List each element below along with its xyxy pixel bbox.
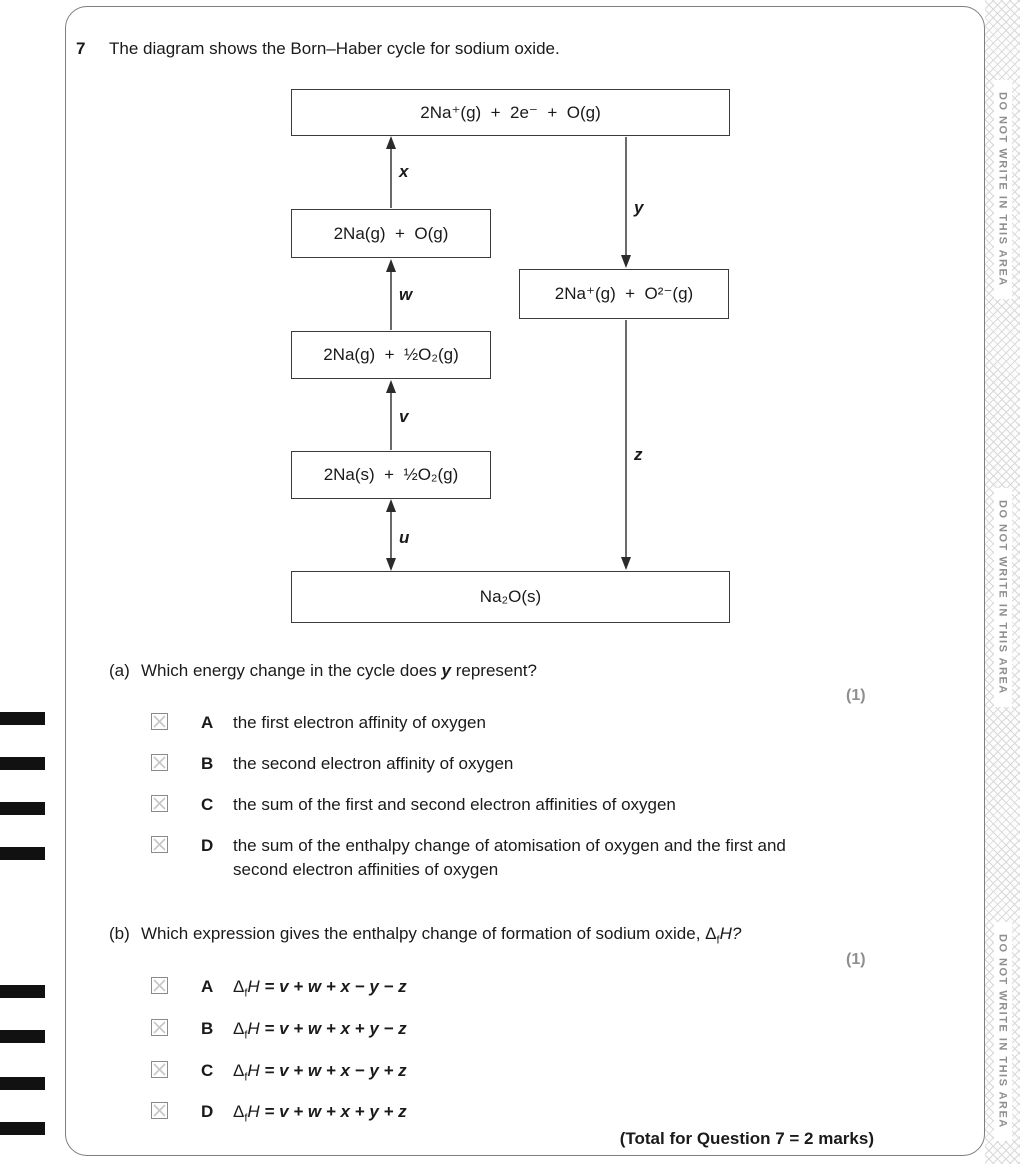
arrow-label-y: y bbox=[634, 198, 644, 217]
binding-mark bbox=[0, 1030, 45, 1043]
delta-symbol: Δ bbox=[233, 1102, 245, 1121]
answer-checkbox-icon[interactable] bbox=[151, 836, 168, 853]
option-letter: C bbox=[201, 1061, 214, 1080]
delta-subscript: f bbox=[244, 1071, 248, 1084]
do-not-write-text: DO NOT WRITE IN THIS AREA bbox=[994, 80, 1012, 299]
binding-mark bbox=[0, 712, 45, 725]
delta-symbol: Δ bbox=[233, 1019, 245, 1038]
option-row-b-C bbox=[151, 1059, 407, 1083]
answer-checkbox-icon[interactable] bbox=[151, 1102, 168, 1119]
question-number: 7 bbox=[76, 39, 86, 58]
question-intro: The diagram shows the Born–Haber cycle for sodium oxide. bbox=[109, 39, 560, 58]
option-expression bbox=[233, 1059, 407, 1083]
checkbox-glyph bbox=[151, 1102, 168, 1119]
arrow-label-v: v bbox=[399, 407, 409, 426]
binding-mark bbox=[0, 1122, 45, 1135]
enthalpy-symbol: H? bbox=[719, 924, 742, 943]
enthalpy-symbol: H bbox=[247, 1061, 260, 1080]
binding-mark bbox=[0, 985, 45, 998]
question-a-text-end: represent? bbox=[450, 661, 537, 680]
question-b-title bbox=[109, 924, 742, 947]
delta-subscript: f bbox=[244, 1112, 248, 1125]
marks-b: (1) bbox=[846, 951, 866, 968]
question-a-text: Which energy change in the cycle does bbox=[141, 661, 442, 680]
option-letter: A bbox=[201, 977, 214, 996]
question-a-variable: y bbox=[441, 661, 451, 680]
checkbox-glyph bbox=[151, 836, 168, 853]
delta-symbol: Δ bbox=[233, 977, 245, 996]
binding-mark bbox=[0, 802, 45, 815]
option-row-b-A bbox=[151, 975, 407, 999]
option-letter: B bbox=[201, 1019, 214, 1038]
part-b-label: (b) bbox=[109, 924, 130, 943]
question-paper-page bbox=[65, 6, 985, 1156]
answer-checkbox-icon[interactable] bbox=[151, 977, 168, 994]
answer-checkbox-icon[interactable] bbox=[151, 795, 168, 812]
delta-subscript: f bbox=[716, 934, 720, 947]
expression-rhs: = v + w + x − y + z bbox=[259, 1061, 407, 1080]
diagram-box-elements: 2Na(s) + ½O₂(g) bbox=[291, 451, 491, 499]
expression-rhs: = v + w + x + y + z bbox=[259, 1102, 407, 1121]
expression-rhs: = v + w + x + y − z bbox=[259, 1019, 407, 1038]
option-letter: C bbox=[201, 795, 214, 814]
arrow-label-x: x bbox=[399, 162, 409, 181]
option-text: the sum of the enthalpy change of atomisation of oxygen and the first and second electron affinities of oxygen bbox=[233, 836, 786, 879]
answer-checkbox-icon[interactable] bbox=[151, 713, 168, 730]
arrow-label-z: z bbox=[634, 445, 643, 464]
enthalpy-symbol: H bbox=[247, 1102, 260, 1121]
checkbox-glyph bbox=[151, 977, 168, 994]
checkbox-glyph bbox=[151, 754, 168, 771]
arrow-label-u: u bbox=[399, 528, 410, 547]
checkbox-glyph bbox=[151, 1061, 168, 1078]
diagram-box-gaseous-ions: 2Na⁺(g) + O²⁻(g) bbox=[519, 269, 729, 319]
checkbox-glyph bbox=[151, 795, 168, 812]
option-expression bbox=[233, 1100, 407, 1124]
diagram-box-product: Na₂O(s) bbox=[291, 571, 730, 623]
arrow-label-w: w bbox=[399, 285, 413, 304]
option-letter: D bbox=[201, 1102, 214, 1121]
answer-checkbox-icon[interactable] bbox=[151, 754, 168, 771]
option-text: the first electron affinity of oxygen bbox=[233, 713, 486, 732]
delta-symbol: Δ bbox=[705, 924, 717, 943]
part-a-label: (a) bbox=[109, 661, 130, 680]
option-text: the sum of the first and second electron affinities of oxygen bbox=[233, 795, 676, 814]
do-not-write-text: DO NOT WRITE IN THIS AREA bbox=[994, 488, 1012, 707]
question-a-title bbox=[109, 661, 537, 681]
delta-subscript: f bbox=[244, 987, 248, 1000]
do-not-write-strip bbox=[985, 0, 1020, 1164]
total-marks-line: (Total for Question 7 = 2 marks) bbox=[619, 1129, 874, 1148]
option-letter: D bbox=[201, 836, 214, 855]
binding-mark bbox=[0, 847, 45, 860]
option-row-a-D bbox=[151, 834, 843, 882]
binding-mark bbox=[0, 757, 45, 770]
diagram-box-na-gas: 2Na(g) + ½O₂(g) bbox=[291, 331, 491, 379]
option-text: the second electron affinity of oxygen bbox=[233, 754, 514, 773]
answer-checkbox-icon[interactable] bbox=[151, 1019, 168, 1036]
option-row-b-B bbox=[151, 1017, 407, 1041]
question-b-text: Which expression gives the enthalpy change of formation of sodium oxide, bbox=[141, 924, 706, 943]
option-row-a-A bbox=[151, 711, 486, 735]
checkbox-glyph bbox=[151, 713, 168, 730]
do-not-write-text: DO NOT WRITE IN THIS AREA bbox=[994, 922, 1012, 1141]
delta-subscript: f bbox=[244, 1029, 248, 1042]
option-expression bbox=[233, 1017, 407, 1041]
option-row-a-C bbox=[151, 793, 676, 817]
binding-mark bbox=[0, 1077, 45, 1090]
option-row-b-D bbox=[151, 1100, 407, 1124]
option-expression bbox=[233, 975, 407, 999]
diagram-box-ionised-atoms: 2Na⁺(g) + 2e⁻ + O(g) bbox=[291, 89, 730, 136]
enthalpy-symbol: H bbox=[247, 1019, 260, 1038]
expression-rhs: = v + w + x − y − z bbox=[259, 977, 407, 996]
answer-checkbox-icon[interactable] bbox=[151, 1061, 168, 1078]
enthalpy-symbol: H bbox=[247, 977, 260, 996]
checkbox-glyph bbox=[151, 1019, 168, 1036]
marks-a: (1) bbox=[846, 687, 866, 704]
diagram-box-gaseous-atoms: 2Na(g) + O(g) bbox=[291, 209, 491, 258]
option-letter: B bbox=[201, 754, 214, 773]
delta-symbol: Δ bbox=[233, 1061, 245, 1080]
option-row-a-B bbox=[151, 752, 513, 776]
option-letter: A bbox=[201, 713, 214, 732]
